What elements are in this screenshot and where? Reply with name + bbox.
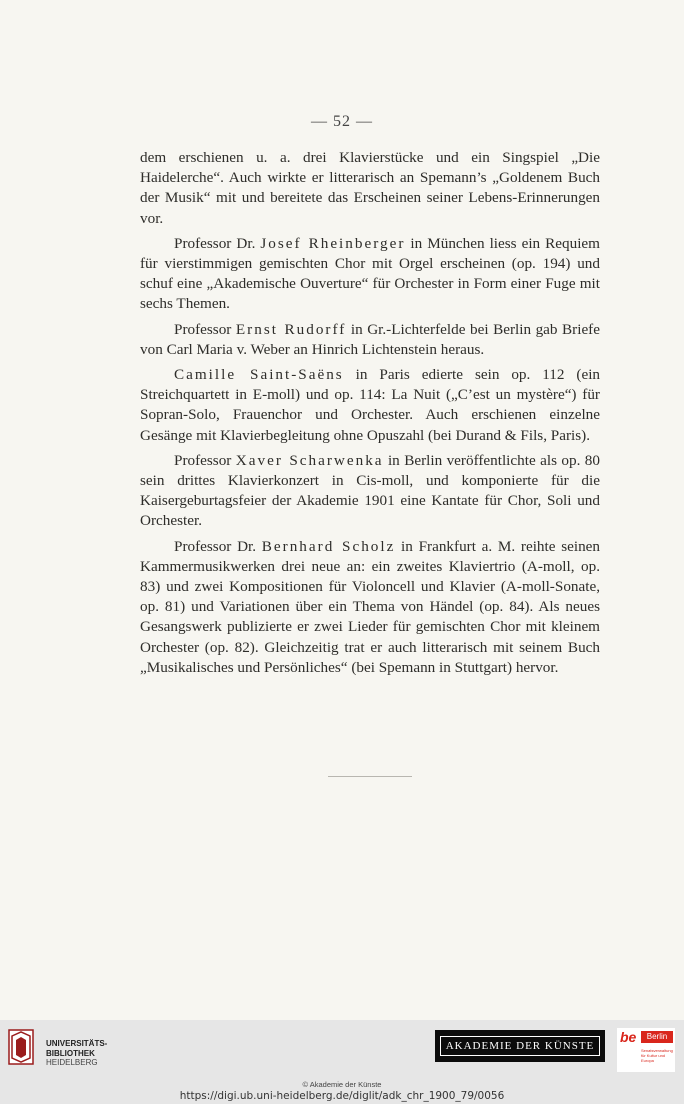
paragraph-text: Professor (174, 451, 236, 469)
ub-line-1: UNIVERSITÄTS- (46, 1039, 108, 1048)
copyright-notice: © Akademie der Künste (302, 1080, 382, 1089)
spaced-name: Camille Saint-Saëns (174, 366, 344, 384)
akademie-der-kuenste-logo[interactable] (435, 1030, 605, 1062)
berlin-be-mark: be (620, 1029, 637, 1045)
paragraph (140, 365, 600, 446)
ub-line-2: BIBLIOTHEK (46, 1048, 95, 1058)
paragraph (140, 451, 600, 532)
paragraph-text: in Frankfurt a. M. reihte seinen Kammermusikwerken drei neue an: ein zweites Klaviertrio (A-moll, op. 83) und zwei Kompositionen für Violoncell und Klavier (A-moll-Sonate, op. 81) und Variationen über ein Thema von Händel (op. 84). Als neues Gesangswerk publizierte er zwei Lieder für gemischten Chor mit kleinem Orchester (op. 82). Gleichzeitig trat er auch litterarisch mit seinem Buch „Musikalisches und Persönliches“ (bei Spemann in Stuttgart) hervor. (140, 537, 600, 676)
ub-heidelberg-wordmark (46, 1039, 107, 1068)
berlin-box-mark: Berlin (641, 1031, 673, 1043)
viewer-footer (0, 1020, 684, 1104)
paragraph-text: in Berlin veröffentlichte als op. 80 sein drittes Klavierkonzert in Cis-moll, und komponierte für die Kaisergeburtagsfeier der Akademie 1901 eine Kantate für Chor, Soli und Orchester. (140, 451, 600, 530)
ub-line-3: HEIDELBERG (46, 1058, 98, 1067)
closing-rule (328, 776, 412, 777)
akademie-label: AKADEMIE DER KÜNSTE (440, 1036, 600, 1056)
spaced-name: Xaver Scharwenka (235, 451, 384, 469)
paragraph-text: Professor Dr. (174, 537, 262, 555)
paragraph (140, 537, 600, 678)
spaced-name: Josef Rheinberger (260, 234, 406, 252)
paragraph-text: in Gr.-Lichterfelde bei Berlin gab Briefe von Carl Maria v. Weber an Hinrich Lichtenstein heraus. (140, 320, 600, 358)
paragraph-text: in München liess ein Requiem für vierstimmigen gemischten Chor mit Orgel erscheinen (op. 194) und schuf eine „Akademische Ouverture“ für Orchester in Form einer Fuge mit sechs Themen. (140, 234, 600, 313)
paragraph-text: Professor Dr. (174, 234, 261, 252)
paragraph (140, 234, 600, 315)
paragraph-text: in Paris edierte sein op. 112 (ein Streichquartett in E-moll) und op. 114: La Nuit („C’est un mystère“) für Sopran-Solo, Frauenchor und Orchester. Auch erschienen einzelne Gesänge mit Klavierbegleitung ohne Opuszahl (bei Durand & Fils, Paris). (140, 366, 601, 444)
paragraph-text: dem erschienen u. a. drei Klavierstücke und ein Singspiel „Die Haidelerche“. Auch wirkte er litterarisch an Spemann’s „Goldenem Buch der Musik“ mit und bereitete das Erscheinen seiner Lebens-Erinnerungen vor. (140, 149, 600, 227)
ub-heidelberg-logo[interactable] (8, 1028, 118, 1080)
page-number: — 52 — (311, 113, 373, 130)
paragraph-text: Professor (174, 320, 236, 338)
page-text (140, 148, 600, 683)
berlin-sub-text: Senatsverwaltung für Kultur und Europa (641, 1048, 673, 1063)
berlin-senate-logo[interactable] (617, 1028, 675, 1072)
spaced-name: Bernhard Scholz (261, 537, 396, 555)
paragraph (140, 320, 600, 360)
permalink-url[interactable]: https://digi.ub.uni-heidelberg.de/diglit/adk_chr_1900_79/0056 (179, 1090, 505, 1102)
spaced-name: Ernst Rudorff (235, 320, 347, 338)
paragraph (140, 148, 600, 229)
ub-heidelberg-emblem-icon (8, 1028, 34, 1066)
